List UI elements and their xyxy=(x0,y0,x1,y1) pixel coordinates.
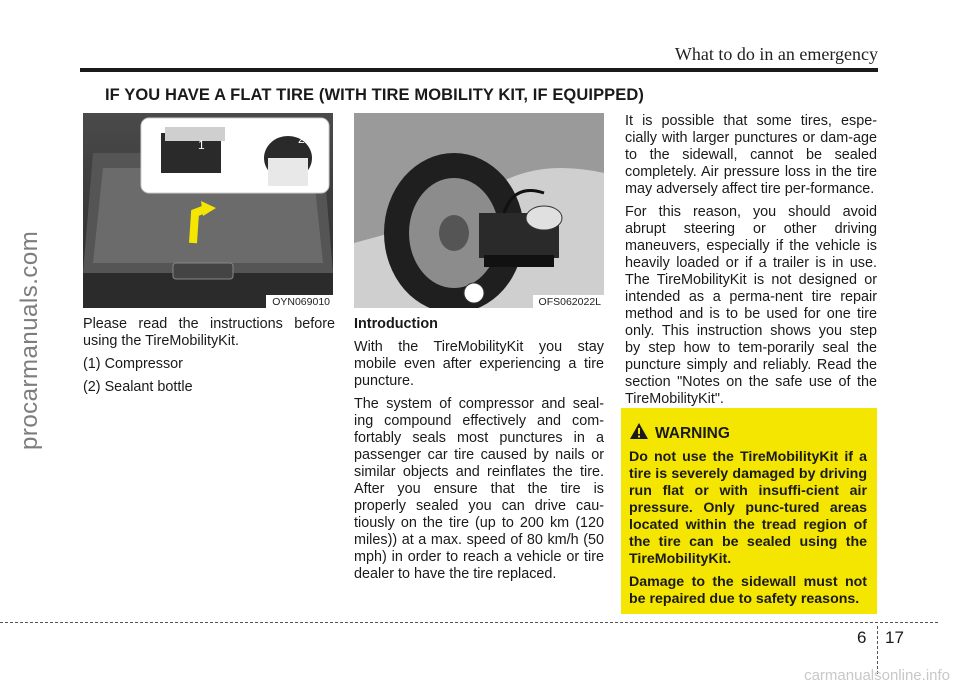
introduction-text: With the TireMobilityKit you stay mobile even after experiencing a tire puncture. xyxy=(354,339,604,389)
image2-caption: OFS062022L xyxy=(533,295,604,308)
footer-rule xyxy=(0,622,938,623)
warning-box xyxy=(621,408,877,614)
compressor-label: (1) Compressor xyxy=(83,356,183,372)
trunk-photo xyxy=(83,113,333,308)
image1-caption: OYN069010 xyxy=(266,295,333,308)
column-2 xyxy=(354,316,604,589)
warning-title-row xyxy=(629,422,867,445)
side-watermark: procarmanuals.com xyxy=(16,230,43,450)
compressor-illustration xyxy=(354,113,604,308)
callout-1: 1 xyxy=(198,138,205,152)
compressor-photo xyxy=(354,113,604,308)
trunk-illustration xyxy=(83,113,333,308)
kit-instructions-text: Please read the instructions before using the TireMobilityKit. xyxy=(83,316,335,349)
system-description-text: The system of compressor and seal-ing compound effectively and com-fortably seals most punctures in a passenger car tire caused by nails or similar objects and reinflates the tire. After you ensure that the tire is properly sealed you can drive cau-tiously on the tire (up to 200 km (120 miles)) at a max. speed of 80 km/h (50 mph) in order to reach a vehicle or tire dealer to have the tire replaced. xyxy=(354,396,604,582)
callout-2: 2 xyxy=(298,132,305,146)
column-3 xyxy=(625,113,877,414)
warning-triangle-icon xyxy=(629,422,649,445)
warning-text-1: Do not use the TireMobilityKit if a tire is severely damaged by driving run flat or with insuffi-cient air pressure. Only punc-tured areas located within the tread region of the tire can be sealed using the TireMobilityKit. xyxy=(629,449,867,567)
bottom-watermark: carmanualsonline.info xyxy=(804,667,950,684)
page-number: 17 xyxy=(885,628,904,647)
warning-text-2: Damage to the sidewall must not be repaired due to safety reasons. xyxy=(629,574,867,607)
warning-title: WARNING xyxy=(655,424,730,442)
introduction-heading: Introduction xyxy=(354,316,438,332)
header-rule xyxy=(80,68,878,72)
column-1 xyxy=(83,316,335,402)
running-header: What to do in an emergency xyxy=(674,44,878,64)
driving-caution-text: For this reason, you should avoid abrupt steering or other driving maneuvers, especially if the vehicle is heavily loaded or if a trailer is in use. The TireMobilityKit is not designed or intended as a perma-nent tire repair method and is to be used for one tire only. This instruction shows you step by step how to tem-porarily seal the puncture simply and reliably. Read the section "Notes on the safe use of the TireMobilityKit". xyxy=(625,204,877,407)
chapter-number: 6 xyxy=(857,628,867,647)
section-title: IF YOU HAVE A FLAT TIRE (WITH TIRE MOBILITY KIT, IF EQUIPPED) xyxy=(105,86,644,104)
sealant-label: (2) Sealant bottle xyxy=(83,379,193,395)
sidewall-text: It is possible that some tires, espe-cially with larger punctures or dam-age to the sidewall, cannot be sealed completely. Air pressure loss in the tire may adversely affect tire per-formance. xyxy=(625,113,877,197)
